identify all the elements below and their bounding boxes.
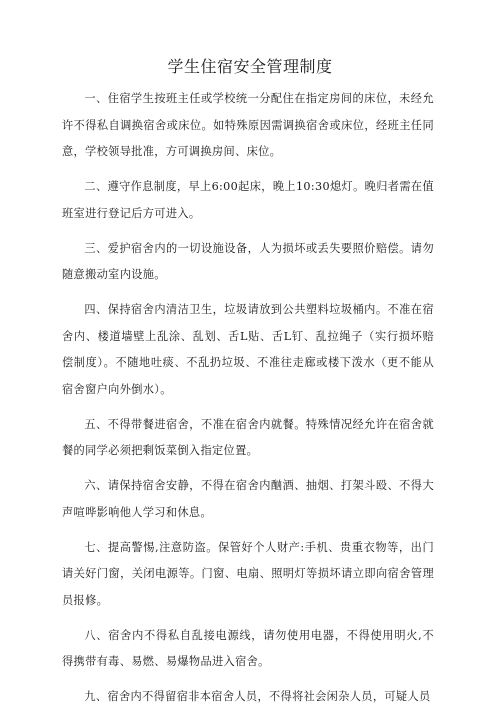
paragraph-3: 三、爱护宿舍内的一切设施设备，人为损坏或丢失要照价赔偿。请勿随意搬动室内设施。 bbox=[62, 241, 434, 281]
paragraph-4: 四、保持宿舍内清洁卫生，垃圾请放到公共塑料垃圾桶内。不准在宿舍内、楼道墙壁上乱涂、乱划、舌L贴、舌L钉、乱拉绳子（实行损坏赔偿制度）。不随地吐痰、不乱扔垃圾、不准往走廊或楼下泼水（更不能从宿舍窗户向外倒水）。 bbox=[62, 303, 434, 396]
paragraph-7: 七、提高警惕,注意防盗。保管好个人财产:手机、贵重衣物等，出门请关好门窗，关闭电源等。门窗、电扇、照明灯等损坏请立即向宿舍管理员报修。 bbox=[62, 540, 434, 607]
paragraph-1: 一、住宿学生按班主任或学校统一分配住在指定房间的床位，未经允许不得私自调换宿舍或床位。如特殊原因需调换宿舍或床位，经班主任同意，学校领导批准，方可调换房间、床位。 bbox=[62, 92, 434, 158]
document-title: 学生住宿安全管理制度 bbox=[167, 57, 333, 76]
paragraph-6: 六、请保持宿舍安静，不得在宿舍内酗酒、抽烟、打架斗殴、不得大声喧哗影响他人学习和休息。 bbox=[62, 479, 434, 519]
paragraph-8: 八、宿舍内不得私自乱接电源线，请勿使用电器，不得使用明火,不得携带有毒、易燃、易爆物品进入宿舍。 bbox=[62, 628, 434, 668]
paragraph-5: 五、不得带餐进宿舍，不准在宿舍内就餐。特殊情况经允许在宿舍就餐的同学必须把剩饭菜倒入指定位置。 bbox=[62, 417, 434, 457]
document-body bbox=[62, 86, 434, 711]
paragraph-9: 九、宿舍内不得留宿非本宿舍人员，不得将社会闲杂人员，可疑人员 bbox=[84, 690, 431, 703]
paragraph-2: 二、遵守作息制度，早上6:00起床，晚上10:30熄灯。晚归者需在值班室进行登记后方可进入。 bbox=[62, 180, 434, 220]
